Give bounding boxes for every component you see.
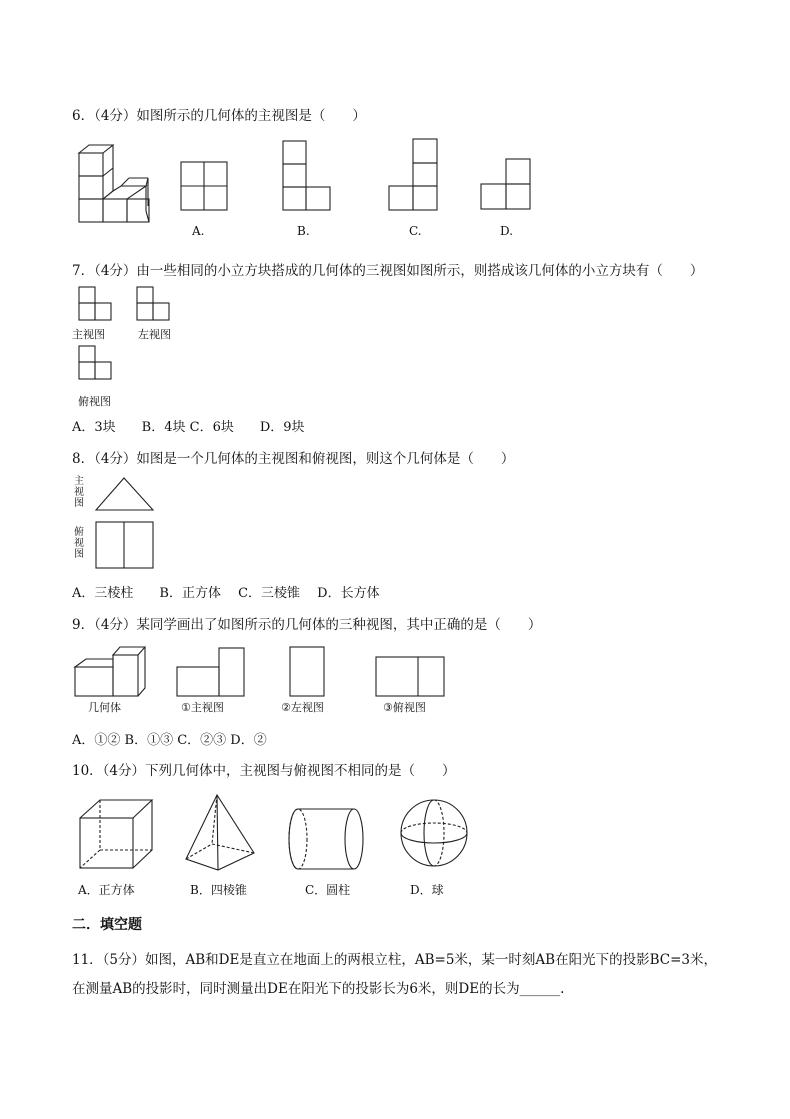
q8-stem: 8．（4分）如图是一个几何体的主视图和俯视图，则这个几何体是（ ） — [72, 451, 515, 467]
q6-option-b[interactable]: B. — [297, 224, 310, 238]
q9-top-label: ③俯视图 — [383, 701, 426, 714]
q9-front-label: ①主视图 — [181, 701, 224, 714]
q8-answers[interactable]: A．三棱柱 B．正方体 C．三棱锥 D．长方体 — [72, 586, 380, 601]
q8-top-label: 俯 视 图 — [74, 527, 84, 560]
q10-option-a[interactable]: A．正方体 — [78, 883, 135, 897]
q9-solid-label: 几何体 — [88, 701, 121, 714]
q9-stem: 9．（4分）某同学画出了如图所示的几何体的三种视图，其中正确的是（ ） — [72, 617, 542, 633]
q9-answers[interactable]: A．①② B．①③ C．②③ D．② — [72, 733, 267, 748]
q6-option-c[interactable]: C. — [409, 224, 422, 238]
q11-stem-line2: 在测量AB的投影时，同时测量出DE在阳光下的投影长为6米，则DE的长为______. — [72, 981, 565, 997]
q11-stem-line1: 11．（5分）如图，AB和DE是直立在地面上的两根立柱，AB=5米，某一时刻AB在阳光下的投影BC=3米， — [72, 952, 718, 968]
q7-stem: 7．（4分）由一些相同的小立方块搭成的几何体的三视图如图所示，则搭成该几何体的小立方块有（ ） — [72, 263, 704, 279]
q10-option-c[interactable]: C．圆柱 — [305, 883, 351, 897]
q8-front-label: 主 视 图 — [74, 476, 84, 509]
q7-top-label: 俯视图 — [78, 395, 111, 408]
q6-stem: 6．（4分）如图所示的几何体的主视图是（ ） — [72, 108, 366, 124]
q7-answers[interactable]: A．3块 B．4块 C．6块 D．9块 — [72, 420, 305, 435]
q6-option-a[interactable]: A. — [192, 224, 205, 238]
q7-side-label: 左视图 — [138, 328, 171, 341]
q10-option-d[interactable]: D．球 — [410, 883, 444, 897]
section-title-fill-in: 二．填空题 — [72, 917, 142, 933]
q10-option-b[interactable]: B．四棱锥 — [190, 883, 247, 897]
q7-front-label: 主视图 — [72, 328, 105, 341]
q6-option-d[interactable]: D. — [500, 224, 514, 238]
q10-stem: 10．（4分）下列几何体中，主视图与俯视图不相同的是（ ） — [72, 763, 456, 779]
q9-side-label: ②左视图 — [281, 701, 324, 714]
